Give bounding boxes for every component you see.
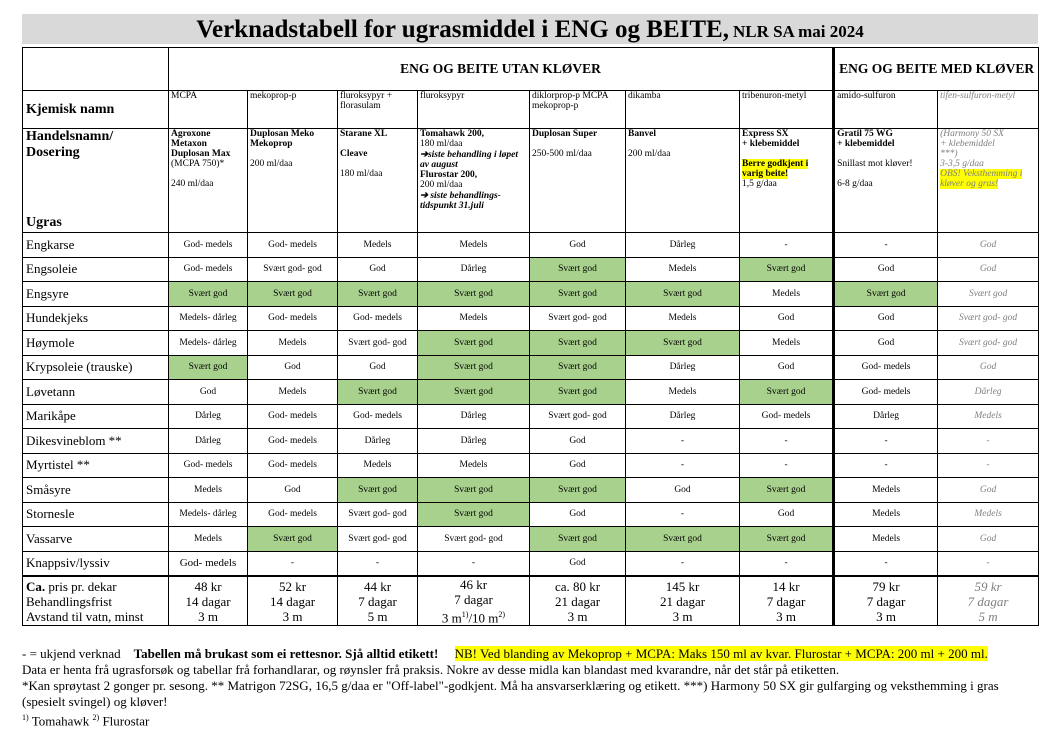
rating-cell: Medels [418,233,530,258]
corner-cell [23,48,169,91]
chem-name: MCPA [171,91,198,101]
rating-cell: Dårleg [338,429,418,454]
title-bar [22,14,1038,44]
rating-cell: - [740,551,834,576]
weed-name: Engsyre [23,282,169,307]
table-row [23,355,1039,380]
rating-cell: Medels- dårleg [169,306,248,331]
deadline: 21 dagar [554,593,601,609]
rating-cell: Medels [938,404,1039,429]
weed-name: Knappsiv/lyssiv [23,551,169,576]
rating-cell: - [740,429,834,454]
rating-cell: God [530,233,626,258]
trade-name: + klebemiddel [742,139,800,149]
rating-cell: Svært god [169,355,248,380]
rating-cell: God [740,355,834,380]
chem-name: fluroksypyr [420,91,465,101]
distance: 3 m [672,608,693,624]
table-row [23,429,1039,454]
dose: 250-500 ml/daa [532,149,592,159]
rating-cell: God- medels [338,404,418,429]
footnote-line-4 [22,710,1038,729]
rating-cell: - [626,453,740,478]
rating-cell: Dårleg [418,404,530,429]
weed-name: Stornesle [23,502,169,527]
rating-cell: Medels [834,502,938,527]
rating-cell: Svært god- god [338,331,418,356]
rating-cell: Medels [169,527,248,552]
rating-cell: Svært god [740,527,834,552]
rating-cell: God [338,257,418,282]
chem-name: diklorprop-p MCPA mekoprop-p [532,91,608,111]
rating-cell: God [530,551,626,576]
rating-cell: God [338,355,418,380]
chem-cell [338,91,418,129]
rating-cell: Medels [834,527,938,552]
rating-cell: - [938,551,1039,576]
rating-cell: God [938,355,1039,380]
table-row [23,527,1039,552]
rating-cell: Medels [740,331,834,356]
rating-cell: God [626,478,740,503]
rating-cell: Svært god [169,282,248,307]
trade-name-row [23,129,1039,233]
rating-cell: Svært god [626,331,740,356]
dose: 200 ml/daa [420,180,463,190]
table-row [23,306,1039,331]
rating-cell: Medels [834,478,938,503]
rating-cell: Svært god [338,380,418,405]
trade-cell [740,129,834,233]
efficacy-table [22,47,1039,626]
distance-label: Avstand til vatn, minst [26,608,144,624]
chem-cell [938,91,1039,129]
deadline: 21 dagar [659,593,706,609]
rating-cell: Svært god [338,282,418,307]
warning-note: OBS! Veksthemming i kløver og gras! [940,169,1023,189]
trade-name: Banvel [628,129,656,139]
chem-name: amido-sulfuron [837,91,896,101]
sup-2: 2) [498,610,506,619]
deadline: 14 dagar [185,593,231,609]
group-header-row [23,48,1039,91]
footnote-tomahawk: Tomahawk [31,713,90,729]
dose: 200 ml/daa [250,159,293,169]
rating-cell: Dårleg [169,404,248,429]
weed-name: Høymole [23,331,169,356]
table-row [23,502,1039,527]
rating-cell: Svært god- god [530,404,626,429]
rating-cell: Svært god [418,331,530,356]
trade-name: Duplosan Super [532,129,598,139]
rating-cell: - [834,551,938,576]
deadline-label: Behandlingsfrist [26,593,112,609]
rating-cell: God- medels [248,453,338,478]
table-row [23,380,1039,405]
trade-name: (Harmony 50 SX [940,129,1004,139]
chem-label: Kjemisk namn [23,91,169,129]
trade-names [340,129,415,159]
footnote-line-2: Data er henta frå ugrasforsøk og tabellar frå forhandlarar, og røynsler frå praksis. Nokre av desse midla kan blandast med kvarandre, når det står på etiketten. [22,662,840,677]
dose: 180 ml/daa [420,139,463,149]
rating-cell: - [938,429,1039,454]
rating-cell: Medels [248,380,338,405]
table-row [23,233,1039,258]
rating-cell: Svært god [530,282,626,307]
dose: 3-3,5 g/daa [940,159,984,169]
rating-cell: God [938,478,1039,503]
weed-name: Myrtistel ** [23,453,169,478]
rating-cell: Medels [626,306,740,331]
rating-cell: - [248,551,338,576]
rating-cell: Medels [418,453,530,478]
rating-cell: Svært god [530,478,626,503]
clover-note: Snillast mot kløver! [837,159,913,169]
trade-name: Duplosan Max [171,149,231,159]
table-row [23,331,1039,356]
price-label-b: pris pr. dekar [48,578,117,594]
rating-cell: God- medels [169,233,248,258]
trade-cell [530,129,626,233]
rating-cell: Medels [626,257,740,282]
trade-names [420,129,527,139]
rating-cell: Svært god- god [418,527,530,552]
trade-label [23,129,169,233]
rating-cell: Svært god- god [530,306,626,331]
rating-cell: Svært god [530,355,626,380]
rating-cell: Svært god [834,282,938,307]
chem-name: mekoprop-p [250,91,297,101]
chem-cell [740,91,834,129]
chem-name: tribenuron-metyl [742,91,807,101]
rating-cell: God- medels [169,453,248,478]
rating-cell: Medels [938,502,1039,527]
deadline-note: ➔siste behandling i løpet av august [420,150,518,170]
summary-cell [938,576,1039,626]
chem-cell [169,91,248,129]
trade-names [250,129,335,149]
summary-cell [169,576,248,626]
rating-cell: God- medels [169,551,248,576]
summary-cell [834,576,938,626]
rating-cell: God [740,502,834,527]
rating-cell: God [248,478,338,503]
sup-1: 1) [461,610,469,619]
rating-cell: Medels [338,453,418,478]
legend-dash: - = ukjend verknad [22,646,121,661]
trade-name: Agroxone [171,129,211,139]
trade-name: Mekoprop [250,139,293,149]
price-label [26,579,166,594]
rating-cell: God [248,355,338,380]
deadline: 7 dagar [766,593,806,609]
chem-name: dikamba [628,91,661,101]
dose: 6-8 g/daa [837,179,873,189]
rating-cell: Svært god [938,282,1039,307]
distance: 3 m [876,608,897,624]
rating-cell: - [626,502,740,527]
rating-cell: God- medels [248,233,338,258]
summary-cell [740,576,834,626]
chem-name: fluroksypyr + florasulam [340,91,393,111]
trade-cell [626,129,740,233]
rating-cell: Medels [169,478,248,503]
sup-1: 1) [22,713,29,722]
rating-cell: Svært god- god [938,306,1039,331]
trade-name: Tomahawk 200, [420,129,485,139]
rating-cell: God- medels [248,306,338,331]
rating-cell: Svært god [418,355,530,380]
rating-cell: - [834,233,938,258]
weed-name: Marikåpe [23,404,169,429]
rating-cell: Svært god [740,478,834,503]
rating-cell: God [834,257,938,282]
trade-name: Gratil 75 WG [837,129,893,139]
footnote-flurostar: Flurostar [102,713,150,729]
trade-name: Starane XL [340,129,388,139]
price: 145 kr [665,578,700,594]
rating-cell: Medels [418,306,530,331]
rating-cell: Medels [626,380,740,405]
guidance-note: Tabellen må brukast som ei rettesnor. Sjå alltid etikett! [133,646,439,661]
table-row [23,478,1039,503]
rating-cell: Svært god [418,380,530,405]
rating-cell: Svært god [530,257,626,282]
rating-cell: Svært god [248,282,338,307]
rating-cell: God- medels [248,404,338,429]
rating-cell: Dårleg [418,257,530,282]
table-row [23,551,1039,576]
rating-cell: - [938,453,1039,478]
rating-cell: Dårleg [169,429,248,454]
rating-cell: - [834,429,938,454]
trade-name: Express SX [742,129,789,139]
rating-cell: Svært god [740,257,834,282]
price: 46 kr [459,577,488,592]
rating-cell: God [834,331,938,356]
weed-name: Småsyre [23,478,169,503]
rating-cell: Svært god [626,527,740,552]
approval-note: Berre godkjent i varig beite! [742,159,809,179]
rating-cell: God- medels [248,429,338,454]
distance: 3 m [282,608,303,624]
trade-name: Flurostar 200, [420,170,478,180]
price: 14 kr [772,578,800,594]
rating-cell: - [740,233,834,258]
trade-cell [418,129,530,233]
rating-cell: Svært god [530,527,626,552]
rating-cell: Svært god [626,282,740,307]
trade-name [340,139,415,149]
summary-cell [248,576,338,626]
group-without-clover: ENG OG BEITE UTAN KLØVER [169,48,834,91]
chem-cell [418,91,530,129]
rating-cell: God- medels [169,257,248,282]
distance: 3 m [198,608,218,624]
trade-names [628,129,737,139]
trade-cell [338,129,418,233]
rating-cell: God- medels [834,355,938,380]
rating-cell: God [938,257,1039,282]
price: 44 kr [363,578,392,594]
rating-cell: - [834,453,938,478]
rating-cell: - [626,429,740,454]
rating-cell: God [530,453,626,478]
rating-cell: God [834,306,938,331]
weed-name: Løvetann [23,380,169,405]
rating-cell: God- medels [338,306,418,331]
table-row [23,404,1039,429]
trade-name: Metaxon [171,139,207,149]
chem-cell [834,91,938,129]
rating-cell: Svært god [530,380,626,405]
distance: 5 m [367,608,388,624]
dose: 240 ml/daa [171,179,214,189]
trade-names [742,129,830,149]
weed-name: Krypsoleie (trauske) [23,355,169,380]
distance: 3 m [567,608,588,624]
trade-names [940,129,1036,159]
rating-cell: Medels [248,331,338,356]
rating-cell: - [740,453,834,478]
rating-cell: Dårleg [626,404,740,429]
price: 52 kr [278,578,307,594]
trade-cell [938,129,1039,233]
dose: 180 ml/daa [340,169,383,179]
rating-cell: Dårleg [834,404,938,429]
rating-cell: Svært god [418,282,530,307]
weeds-label: Ugras [26,215,62,230]
rating-cell: Medels [338,233,418,258]
footnote-line-1 [22,646,1038,662]
rating-cell: Svært god [338,478,418,503]
rating-cell: Svært god [418,478,530,503]
group-with-clover: ENG OG BEITE MED KLØVER [834,48,1039,91]
price: 79 kr [872,578,900,594]
trade-note: (MCPA 750)* [171,159,225,169]
trade-cell [834,129,938,233]
trade-name: Duplosan Meko [250,129,315,139]
footnote-line-3: *Kan sprøytast 2 gonger pr. sesong. ** Matrigon 72SG, 16,5 g/daa er "Off-label"-godkjent. Må ha ansvarserklæring og etikett. ***) Harmony 50 SX gir gulfarging og veksthemming i gras (spesielt svingel) og kløver! [22,678,999,709]
sup-2: 2) [92,713,100,722]
rating-cell: Svært god- god [248,257,338,282]
rating-cell: God [938,233,1039,258]
deadline-note: ➔ siste behandlings-tidspunkt 31.juli [420,191,501,211]
distance-a: 3 m [441,610,462,626]
trade-label-text: Handelsnamn/ Dosering [26,129,114,160]
rating-cell: Medels- dårleg [169,502,248,527]
summary-labels [23,576,169,626]
distance [420,607,527,625]
price: 48 kr [194,578,222,594]
trade-name: + klebemiddel [940,139,995,149]
rating-cell: Svært god- god [338,502,418,527]
deadline: 7 dagar [866,593,906,609]
rating-cell: Dårleg [418,429,530,454]
rating-cell: Svært god [418,502,530,527]
deadline: 7 dagar [454,592,493,607]
dose: 200 ml/daa [628,149,671,159]
dose: 1,5 g/daa [742,179,777,189]
chem-cell [248,91,338,129]
rating-cell: God- medels [248,502,338,527]
rating-cell: Dårleg [938,380,1039,405]
rating-cell: - [418,551,530,576]
rating-cell: God- medels [740,404,834,429]
rating-cell: God [938,527,1039,552]
table-row [23,282,1039,307]
rating-cell: Dårleg [626,355,740,380]
mixing-note: NB! Ved blanding av Mekoprop + MCPA: Maks 150 ml av kvar. Flurostar + MCPA: 200 ml + 200 ml. [454,646,988,661]
chem-cell [626,91,740,129]
trade-names [171,129,245,159]
rating-cell: Svært god [248,527,338,552]
trade-name: Cleave [340,149,368,159]
rating-cell: God [169,380,248,405]
table-row [23,257,1039,282]
rating-cell: God- medels [834,380,938,405]
rating-cell: - [338,551,418,576]
deadline: 7 dagar [358,593,397,609]
rating-cell: Medels- dårleg [169,331,248,356]
trade-cell [169,129,248,233]
chem-name: tifen-sulfuron-metyl [940,91,1016,101]
weed-name: Engsoleie [23,257,169,282]
weed-name: Vassarve [23,527,169,552]
table-row [23,453,1039,478]
summary-cell [418,576,530,626]
chem-cell [530,91,626,129]
deadline: 14 dagar [269,593,316,609]
trade-name: + klebemiddel [837,139,895,149]
rating-cell: Svært god [740,380,834,405]
deadline: 7 dagar [967,593,1009,609]
summary-cell [338,576,418,626]
footnotes [22,646,1038,729]
page-title: Verknadstabell for ugrasmiddel i ENG og BEITE, [196,16,729,43]
rating-cell: God [530,429,626,454]
rating-cell: Dårleg [626,233,740,258]
rating-cell: God [740,306,834,331]
trade-cell [248,129,338,233]
trade-name: ***) [940,149,958,159]
page-subtitle: NLR SA mai 2024 [732,22,864,41]
trade-names [532,129,623,139]
rating-cell: Medels [740,282,834,307]
distance: 3 m [776,608,796,624]
summary-row [23,576,1039,626]
distance-b: /10 m [468,610,499,626]
price: 59 kr [974,578,1002,594]
rating-cell: Svært god- god [938,331,1039,356]
weed-name: Dikesvineblom ** [23,429,169,454]
rating-cell: - [626,551,740,576]
price: ca. 80 kr [554,578,601,594]
rating-cell: Svært god [530,331,626,356]
rating-cell: God [530,502,626,527]
rating-cell: Svært god- god [338,527,418,552]
price-label-a: Ca. [26,578,46,594]
summary-cell [626,576,740,626]
trade-names [837,129,935,149]
chemical-name-row [23,91,1039,129]
weed-name: Engkarse [23,233,169,258]
distance: 5 m [978,608,998,624]
summary-cell [530,576,626,626]
weed-name: Hundekjeks [23,306,169,331]
